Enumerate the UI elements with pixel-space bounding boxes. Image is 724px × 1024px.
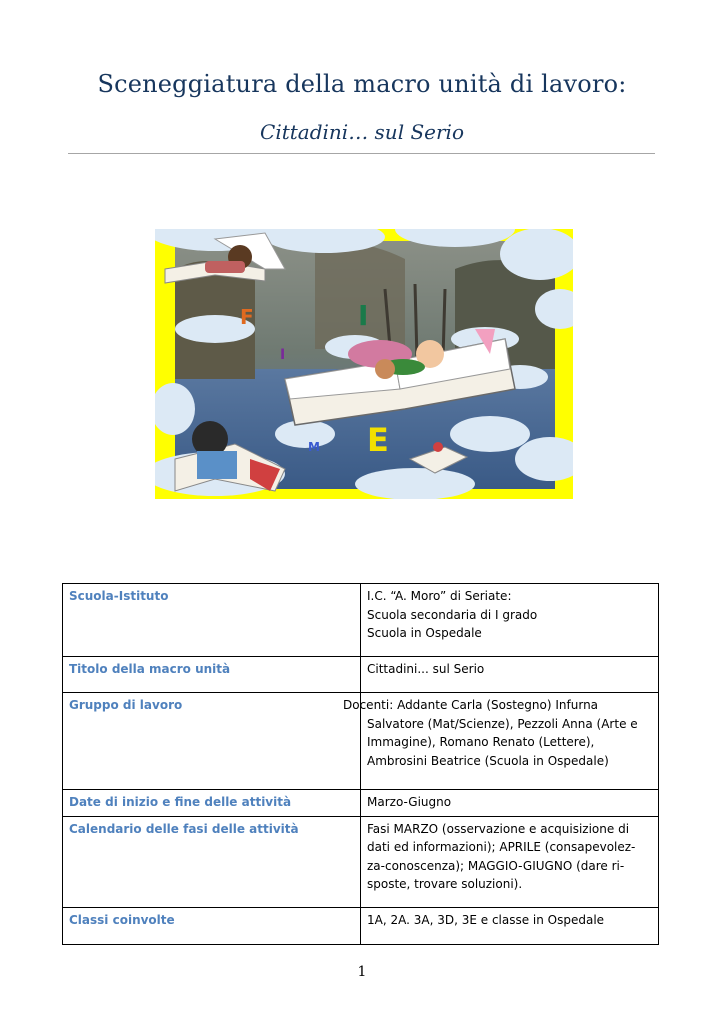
row-label: Titolo della macro unità (63, 657, 361, 693)
info-table (62, 583, 659, 945)
row-value: Fasi MARZO (osservazione e acquisizione di dati ed informazioni); APRILE (consapevolez-za-conoscenza); MAGGIO-GIUGNO (dare ri-sposte, trovare soluzioni). (361, 816, 659, 907)
row-label: Calendario delle fasi delle attività (63, 816, 361, 907)
page-number: 1 (357, 964, 367, 980)
letter-f: F (240, 305, 254, 329)
row-value: Docenti: Addante Carla (Sostegno) Infurna Salvatore (Mat/Scienze), Pezzoli Anna (Arte e Immagine), Romano Renato (Lettere), Ambrosini Beatrice (Scuola in Ospedale) (361, 693, 659, 790)
row-value: Cittadini... sul Serio (361, 657, 659, 693)
letter-e: E (367, 421, 389, 459)
row-value: 1A, 2A. 3A, 3D, 3E e classe in Ospedale (361, 907, 659, 944)
table-row (63, 693, 659, 790)
title-divider (68, 153, 655, 154)
letter-i-small: I (280, 347, 286, 363)
table-row (63, 657, 659, 693)
page-subtitle: Cittadini… sul Serio (260, 120, 464, 144)
table-row (63, 790, 659, 817)
table-row (63, 907, 659, 944)
letter-i-large: I (358, 299, 369, 332)
row-label: Gruppo di lavoro (63, 693, 361, 790)
letter-m: M (308, 440, 320, 454)
row-label: Date di inizio e fine delle attività (63, 790, 361, 817)
table-row (63, 816, 659, 907)
row-label: Scuola-Istituto (63, 584, 361, 657)
table-row (63, 584, 659, 657)
cover-illustration (155, 229, 573, 499)
row-value: I.C. “A. Moro” di Seriate: Scuola secondaria di I grado Scuola in Ospedale (361, 584, 659, 657)
page-title: Sceneggiatura della macro unità di lavoro: (97, 70, 627, 98)
row-label: Classi coinvolte (63, 907, 361, 944)
row-value: Marzo-Giugno (361, 790, 659, 817)
